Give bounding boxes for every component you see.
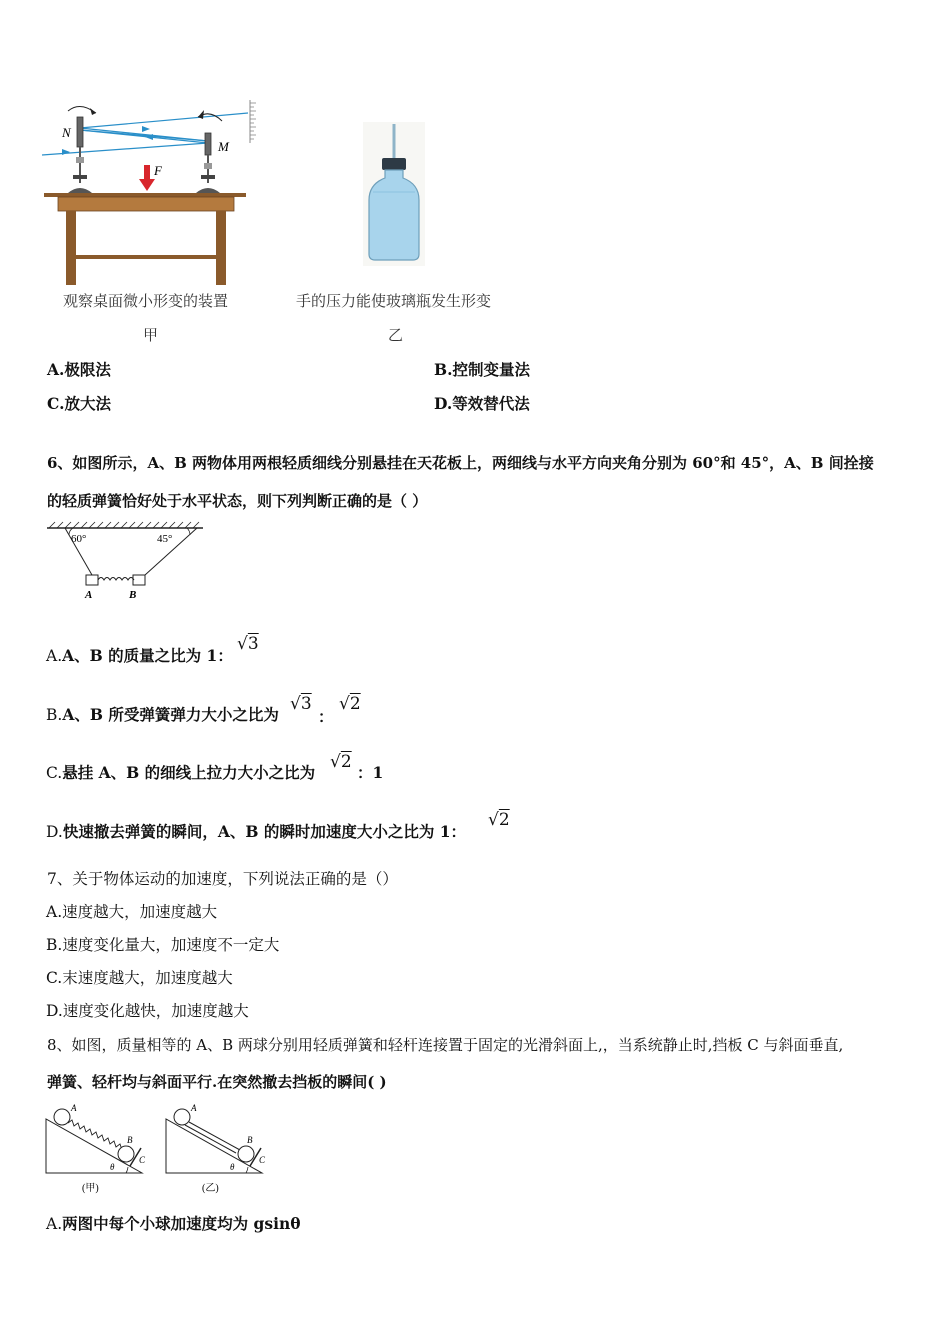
- label-c: C: [139, 1155, 146, 1165]
- q8-figure: [44, 1103, 274, 1197]
- sqrt-2-icon: √2: [330, 752, 352, 772]
- q6-option-c: C.悬挂 A、B 的细线上拉力大小之比为: [46, 763, 316, 782]
- q5-option-c: C.放大法: [47, 394, 111, 413]
- q7-stem: 7、关于物体运动的加速度，下列说法正确的是（）: [47, 870, 398, 888]
- ratio-tail: ：1: [357, 763, 384, 782]
- label-yi: (乙): [202, 1183, 219, 1194]
- label-n: N: [62, 125, 71, 140]
- q8-option-a: A.两图中每个小球加速度均为 gsinθ: [46, 1214, 301, 1233]
- q6-option-d: D.快速撤去弹簧的瞬间，A、B 的瞬时加速度大小之比为 1：: [46, 822, 467, 841]
- q7-option-c: C.末速度越大，加速度越大: [46, 969, 233, 987]
- q6-option-b: B.A、B 所受弹簧弹力大小之比为: [46, 705, 279, 724]
- label-c: C: [259, 1155, 266, 1165]
- sqrt-3-icon: √3: [237, 634, 259, 654]
- label-a: A: [191, 1103, 197, 1113]
- q7-option-b: B.速度变化量大，加速度不一定大: [46, 936, 280, 954]
- q5-option-d: D.等效替代法: [434, 394, 530, 413]
- glass-bottle-figure: [363, 122, 425, 266]
- figure-right-label: 乙: [388, 326, 404, 344]
- label-theta: θ: [230, 1162, 235, 1172]
- q5-option-a: A.极限法: [47, 360, 111, 379]
- label-b: B: [127, 1135, 133, 1145]
- angle-60-label: 60°: [71, 533, 87, 545]
- figure-left-label: 甲: [143, 326, 159, 344]
- q6-option-a: A.A、B 的质量之比为 1：: [46, 646, 233, 665]
- label-a: A: [85, 589, 93, 601]
- label-f: F: [154, 163, 162, 178]
- figure-left-caption: 观察桌面微小形变的装置: [63, 292, 229, 310]
- q7-option-d: D.速度变化越快，加速度越大: [46, 1002, 249, 1020]
- ratio-separator: ：: [318, 707, 334, 726]
- sqrt-2-icon: √2: [488, 810, 510, 830]
- q7-option-a: A.速度越大，加速度越大: [46, 903, 218, 921]
- label-jia: (甲): [82, 1183, 99, 1194]
- table-apparatus-figure: [40, 95, 260, 290]
- sqrt-2-icon: √2: [339, 694, 361, 714]
- figure-right-caption: 手的压力能使玻璃瓶发生形变: [296, 292, 492, 310]
- label-theta: θ: [110, 1162, 115, 1172]
- label-m: M: [218, 139, 229, 154]
- q8-stem-line1: 8、如图，质量相等的 A、B 两球分别用轻质弹簧和轻杆连接置于固定的光滑斜面上,，当系统静止时,挡板 C 与斜面垂直,: [47, 1036, 844, 1054]
- q8-stem-line2: 弹簧、轻杆均与斜面平行.在突然撤去挡板的瞬间( ): [47, 1073, 387, 1091]
- label-a: A: [71, 1103, 77, 1113]
- angle-45-label: 45°: [157, 533, 173, 545]
- q6-stem-line2: 的轻质弹簧恰好处于水平状态，则下列判断正确的是（ ）: [47, 492, 428, 510]
- q5-option-b: B.控制变量法: [434, 360, 530, 379]
- label-b: B: [247, 1135, 253, 1145]
- q6-stem-line1: 6、如图所示，A、B 两物体用两根轻质细线分别悬挂在天花板上，两细线与水平方向夹角分别为 60°和 45°，A、B 间拴接: [47, 454, 874, 472]
- sqrt-3-icon: √3: [290, 694, 312, 714]
- q6-figure: [45, 520, 207, 602]
- label-b: B: [129, 589, 137, 601]
